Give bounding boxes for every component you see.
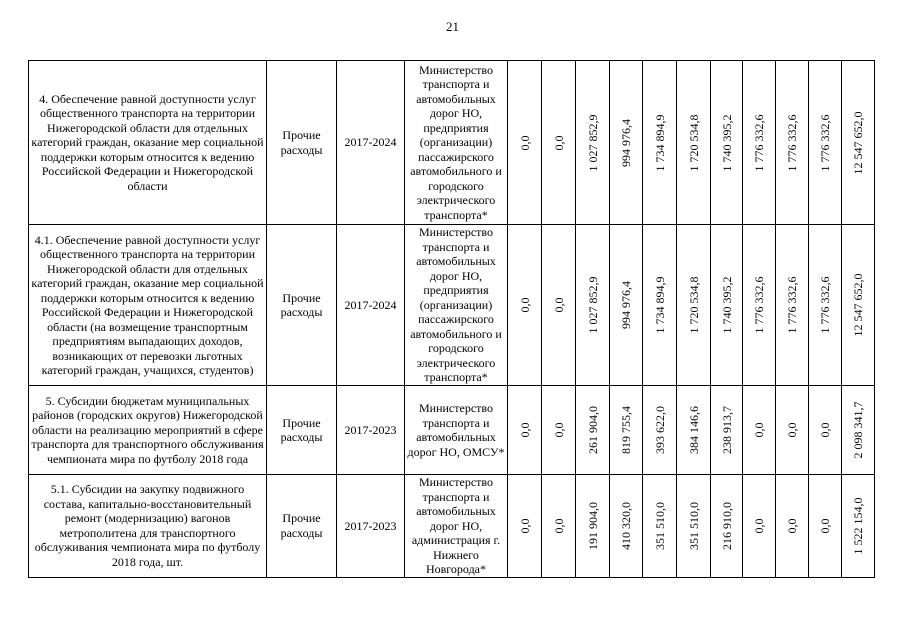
funding-value: 384 146,6 (686, 406, 701, 454)
expense-type-cell: Прочие расходы (267, 475, 337, 578)
funding-value: 0,0 (784, 518, 799, 534)
funding-value: 351 510,0 (686, 501, 701, 550)
year-value-cell (576, 475, 610, 578)
executor-cell: Министерство транспорта и автомобильных дорог НО, администрация г. Нижнего Новгорода* (405, 475, 508, 578)
total-value-cell (842, 225, 875, 386)
year-value-cell (542, 225, 576, 386)
funding-value: 351 510,0 (652, 501, 667, 550)
funding-value: 1 734 894,9 (652, 276, 667, 334)
funding-value: 1 522 154,0 (850, 497, 865, 555)
funding-value: 994 976,4 (618, 281, 633, 329)
year-value-cell (610, 225, 643, 386)
funding-value: 2 098 341,7 (850, 401, 865, 459)
period-cell: 2017-2024 (337, 61, 405, 225)
year-value-cell (677, 61, 711, 225)
funding-value: 0,0 (751, 518, 766, 534)
year-value-cell (776, 386, 809, 475)
year-value-cell (711, 386, 743, 475)
funding-value: 1 776 332,6 (751, 276, 766, 334)
period-cell: 2017-2024 (337, 225, 405, 386)
year-value-cell (743, 475, 776, 578)
year-value-cell (610, 386, 643, 475)
measure-name-cell: 5. Субсидии бюджетам муниципальных районов (городских округов) Нижегородской области на реализацию мероприятий в сфере транспорта для транспортного обслуживания чемпионата мира по футболу 2018 года (29, 386, 267, 475)
funding-value: 1 720 534,8 (686, 114, 701, 171)
funding-value: 216 910,0 (719, 501, 734, 550)
funding-value: 994 976,4 (618, 118, 633, 167)
table-row (29, 225, 875, 386)
funding-value: 1 776 332,6 (784, 276, 799, 334)
table-row (29, 61, 875, 225)
year-value-cell (542, 475, 576, 578)
period-cell: 2017-2023 (337, 475, 405, 578)
year-value-cell (576, 61, 610, 225)
year-value-cell (677, 475, 711, 578)
funding-value: 1 027 852,9 (585, 114, 600, 171)
year-value-cell (542, 386, 576, 475)
year-value-cell (743, 225, 776, 386)
year-value-cell (743, 61, 776, 225)
funding-value: 0,0 (517, 297, 532, 313)
funding-value: 0,0 (551, 297, 566, 313)
year-value-cell (776, 61, 809, 225)
expense-type-cell: Прочие расходы (267, 225, 337, 386)
year-value-cell (576, 225, 610, 386)
year-value-cell (711, 61, 743, 225)
funding-value: 1 027 852,9 (585, 276, 600, 334)
measure-name-cell: 5.1. Субсидии на закупку подвижного состава, капитально-восстановительный ремонт (модернизацию) вагонов метрополитена для транспортного обслуживания чемпионата мира по футболу 2018 года, шт. (29, 475, 267, 578)
funding-value: 261 904,0 (585, 406, 600, 454)
funding-value: 1 740 395,2 (719, 114, 734, 171)
executor-cell: Министерство транспорта и автомобильных дорог НО, предприятия (организации) пассажирского автомобильного и городского электрического транспорта* (405, 61, 508, 225)
total-value-cell (842, 475, 875, 578)
funding-value: 1 720 534,8 (686, 276, 701, 334)
funding-value: 0,0 (751, 422, 766, 438)
year-value-cell (542, 61, 576, 225)
year-value-cell (643, 225, 677, 386)
year-value-cell (809, 225, 842, 386)
year-value-cell (677, 225, 711, 386)
measure-name-cell: 4. Обеспечение равной доступности услуг общественного транспорта на территории Нижегородской области для отдельных категорий граждан, оказание мер социальной поддержки которым относится к ведению Российской Федерации и Нижегородской области (29, 61, 267, 225)
expense-type-cell: Прочие расходы (267, 61, 337, 225)
year-value-cell (610, 61, 643, 225)
funding-value: 819 755,4 (618, 406, 633, 454)
year-value-cell (508, 225, 542, 386)
year-value-cell (508, 386, 542, 475)
funding-value: 12 547 652,0 (850, 273, 865, 337)
page-number: 21 (446, 19, 459, 34)
measure-name-cell: 4.1. Обеспечение равной доступности услуг общественного транспорта на территории Нижегородской области для отдельных категорий граждан, оказание мер социальной поддержки которым относится к ведению Российской Федерации и Нижегородской области (на возмещение транспортным предприятиям выпадающих доходов, возникающих от перевозки льготных категорий граждан, учащихся, студентов) (29, 225, 267, 386)
year-value-cell (576, 386, 610, 475)
year-value-cell (610, 475, 643, 578)
funding-value: 0,0 (517, 422, 532, 438)
year-value-cell (508, 61, 542, 225)
year-value-cell (711, 225, 743, 386)
total-value-cell (842, 386, 875, 475)
funding-value: 0,0 (517, 135, 532, 150)
funding-value: 191 904,0 (585, 501, 600, 550)
funding-value: 0,0 (784, 422, 799, 438)
funding-value: 0,0 (817, 518, 832, 534)
funding-value: 1 776 332,6 (784, 114, 799, 171)
total-value-cell (842, 61, 875, 225)
year-value-cell (508, 475, 542, 578)
funding-value: 393 622,0 (652, 406, 667, 454)
budget-table (28, 60, 875, 578)
executor-cell: Министерство транспорта и автомобильных дорог НО, ОМСУ* (405, 386, 508, 475)
funding-value: 0,0 (517, 518, 532, 534)
year-value-cell (809, 61, 842, 225)
year-value-cell (643, 475, 677, 578)
funding-value: 0,0 (551, 518, 566, 534)
funding-value: 0,0 (551, 135, 566, 150)
funding-value: 1 776 332,6 (817, 276, 832, 334)
period-cell: 2017-2023 (337, 386, 405, 475)
funding-value: 1 740 395,2 (719, 276, 734, 334)
funding-value: 0,0 (817, 422, 832, 438)
year-value-cell (743, 386, 776, 475)
year-value-cell (677, 386, 711, 475)
executor-cell: Министерство транспорта и автомобильных дорог НО, предприятия (организации) пассажирского автомобильного и городского электрического транспорта* (405, 225, 508, 386)
funding-value: 1 776 332,6 (817, 114, 832, 171)
table-row (29, 386, 875, 475)
year-value-cell (776, 225, 809, 386)
funding-value: 1 734 894,9 (652, 114, 667, 171)
year-value-cell (643, 386, 677, 475)
year-value-cell (776, 475, 809, 578)
year-value-cell (809, 386, 842, 475)
funding-value: 1 776 332,6 (751, 114, 766, 171)
funding-value: 12 547 652,0 (850, 111, 865, 174)
year-value-cell (809, 475, 842, 578)
year-value-cell (643, 61, 677, 225)
funding-value: 0,0 (551, 422, 566, 438)
expense-type-cell: Прочие расходы (267, 386, 337, 475)
table-row (29, 475, 875, 578)
funding-value: 238 913,7 (719, 406, 734, 454)
year-value-cell (711, 475, 743, 578)
funding-value: 410 320,0 (618, 501, 633, 550)
